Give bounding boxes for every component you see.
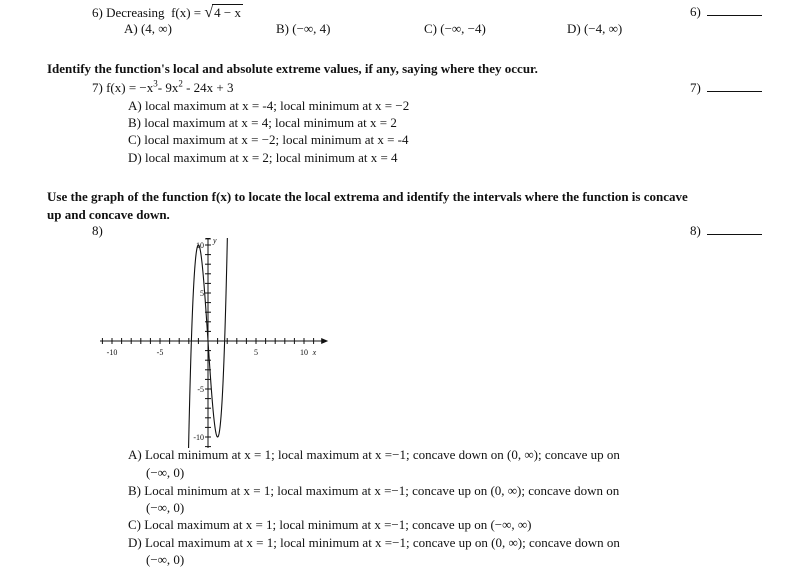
q6-radicand: 4 − x — [214, 5, 242, 20]
choice-letter: C) — [424, 21, 437, 36]
answer-label: 8) — [690, 223, 701, 238]
q6-stem — [92, 4, 243, 20]
q8-number: 8) — [92, 223, 103, 238]
section1-instruction: Identify the function's local and absolute extreme values, if any, saying where they occur. — [47, 61, 538, 76]
choice-text: (−∞, 4) — [292, 21, 331, 36]
section2-instruction-line2: up and concave down. — [47, 207, 170, 222]
choice-text: (4, ∞) — [140, 21, 172, 36]
q6-choice-a[interactable] — [124, 21, 172, 36]
x-tick-label: 5 — [254, 348, 258, 357]
q8-choice-b-line2[interactable]: (−∞, 0) — [146, 500, 185, 515]
q7-answer-blank[interactable] — [690, 80, 762, 95]
y-axis-label: y — [213, 238, 217, 246]
function-graph — [100, 238, 330, 448]
x-axis-label: x — [312, 348, 317, 357]
q7-func-a: f(x) = −x — [106, 80, 154, 95]
answer-line[interactable] — [707, 80, 762, 92]
q7-choice-c[interactable]: C) local maximum at x = −2; local minimum at x = -4 — [128, 132, 409, 147]
q7-exp2: 2 — [178, 78, 183, 89]
radical-sign: √ — [204, 4, 214, 21]
q8-choice-d-line1[interactable]: D) Local maximum at x = 1; local minimum at x =−1; concave up on (0, ∞); concave down on — [128, 535, 620, 550]
q6-number: 6) — [92, 5, 103, 20]
q6-function-prefix: f(x) = — [171, 5, 205, 20]
choice-text: (−∞, −4) — [440, 21, 486, 36]
q7-exp1: 3 — [153, 78, 158, 89]
q8-choice-c[interactable]: C) Local maximum at x = 1; local minimum at x =−1; concave up on (−∞, ∞) — [128, 517, 532, 532]
answer-line[interactable] — [707, 223, 762, 235]
choice-text: (−4, ∞) — [583, 21, 623, 36]
q8-choice-d-line2[interactable]: (−∞, 0) — [146, 552, 185, 567]
q8-answer-blank[interactable] — [690, 223, 762, 238]
choice-letter: B) — [276, 21, 289, 36]
q7-func-b: - 9x — [157, 80, 179, 95]
q6-answer-blank[interactable] — [690, 4, 762, 19]
x-tick-label: 10 — [300, 348, 308, 357]
y-tick-label: 10 — [196, 241, 204, 250]
y-tick-label: -10 — [193, 433, 204, 442]
answer-label: 6) — [690, 4, 701, 19]
q7-choice-a[interactable]: A) local maximum at x = -4; local minimum at x = −2 — [128, 98, 410, 113]
q6-choice-b[interactable] — [276, 21, 331, 36]
x-tick-label: -10 — [106, 348, 118, 357]
q7-choice-b[interactable]: B) local maximum at x = 4; local minimum at x = 2 — [128, 115, 397, 130]
choice-letter: D) — [567, 21, 581, 36]
choice-letter: A) — [124, 21, 138, 36]
q6-prompt: Decreasing — [106, 5, 165, 20]
q8-choice-a-line2[interactable]: (−∞, 0) — [146, 465, 185, 480]
y-tick-label: 5 — [200, 289, 204, 298]
y-tick-label: -5 — [197, 385, 204, 394]
q8-choice-b-line1[interactable]: B) Local minimum at x = 1; local maximum at x =−1; concave up on (0, ∞); concave down on — [128, 483, 620, 498]
x-axis-arrow-right — [321, 338, 328, 344]
q7-func-c: - 24x + 3 — [182, 80, 234, 95]
q7-choice-d[interactable]: D) local maximum at x = 2; local minimum at x = 4 — [128, 150, 398, 165]
answer-label: 7) — [690, 80, 701, 95]
q7-number: 7) — [92, 80, 103, 95]
x-tick-label: -5 — [156, 348, 164, 357]
y-axis-arrow-up — [205, 238, 211, 239]
answer-line[interactable] — [707, 4, 762, 16]
q6-choice-c[interactable] — [424, 21, 486, 36]
q7-stem — [92, 80, 234, 95]
q8-choice-a-line1[interactable]: A) Local minimum at x = 1; local maximum at x =−1; concave down on (0, ∞); concave up on — [128, 447, 620, 462]
q6-choice-d[interactable] — [567, 21, 622, 36]
section2-instruction-line1: Use the graph of the function f(x) to locate the local extrema and identify the intervals where the function is concave — [47, 189, 688, 204]
